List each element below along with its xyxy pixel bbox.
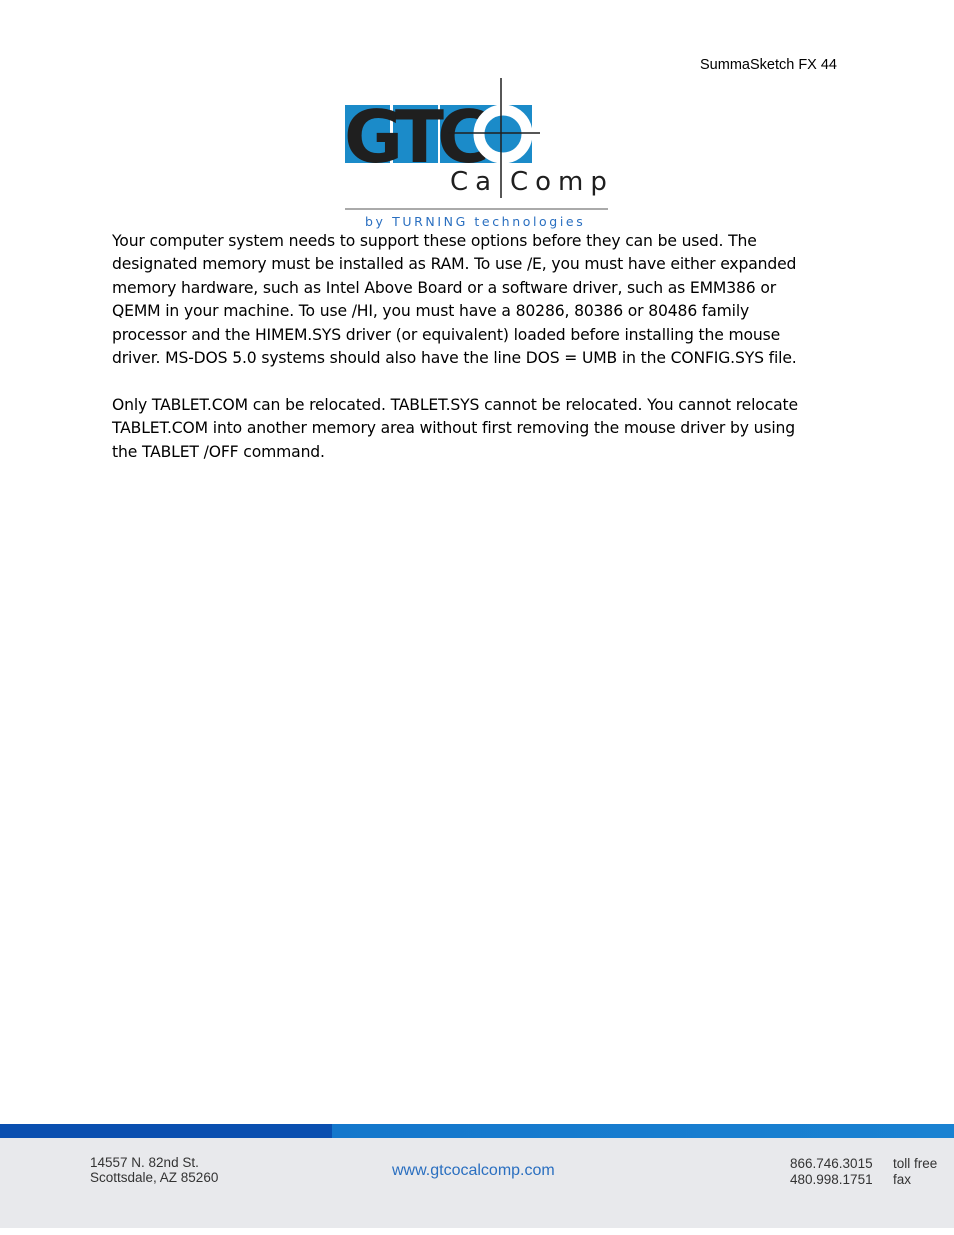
logo-graphic — [340, 78, 615, 230]
text-line: designated memory must be installed as RAM. To use /E, you must have either expanded — [112, 255, 797, 274]
address-street: 14557 N. 82nd St. — [90, 1155, 199, 1170]
address-city: Scottsdale, AZ 85260 — [90, 1170, 219, 1185]
paragraph-memory-requirements — [112, 230, 852, 370]
footer-phone-numbers — [790, 1156, 937, 1188]
page-footer — [0, 1138, 954, 1228]
footer-website-link[interactable]: www.gtcocalcomp.com — [392, 1162, 555, 1179]
paragraph-relocation — [112, 394, 852, 464]
text-line: processor and the HIMEM.SYS driver (or equivalent) loaded before installing the mouse — [112, 325, 781, 344]
document-body — [112, 230, 852, 487]
text-line: the TABLET /OFF command. — [112, 442, 325, 461]
footer-address — [90, 1155, 218, 1185]
toll-free-label: toll free — [893, 1156, 938, 1171]
logo-calcomp-right: Comp — [510, 167, 614, 197]
document-title: SummaSketch FX 44 — [700, 57, 837, 73]
text-line: memory hardware, such as Intel Above Board or a software driver, such as EMM386 or — [112, 278, 777, 297]
fax-label: fax — [893, 1172, 912, 1187]
fax-number: 480.998.1751 — [790, 1172, 873, 1187]
text-line: Your computer system needs to support these options before they can be used. The — [112, 232, 757, 250]
footer-color-bar — [0, 1124, 954, 1138]
text-line: Only TABLET.COM can be relocated. TABLET.SYS cannot be relocated. You cannot relocate — [112, 395, 798, 414]
text-line: QEMM in your machine. To use /HI, you must have a 80286, 80386 or 80486 family — [112, 302, 750, 321]
text-line: driver. MS-DOS 5.0 systems should also have the line DOS = UMB in the CONFIG.SYS file. — [112, 349, 797, 368]
toll-free-number: 866.746.3015 — [790, 1156, 873, 1171]
gtco-calcomp-logo — [340, 78, 615, 230]
logo-gtc-text: GTC — [344, 95, 483, 179]
text-line: TABLET.COM into another memory area without first removing the mouse driver by using — [112, 419, 796, 438]
logo-tagline: by TURNING technologies — [365, 214, 586, 229]
phone-row — [790, 1156, 937, 1172]
phone-row — [790, 1172, 937, 1188]
logo-calcomp-left: Ca — [450, 167, 499, 197]
